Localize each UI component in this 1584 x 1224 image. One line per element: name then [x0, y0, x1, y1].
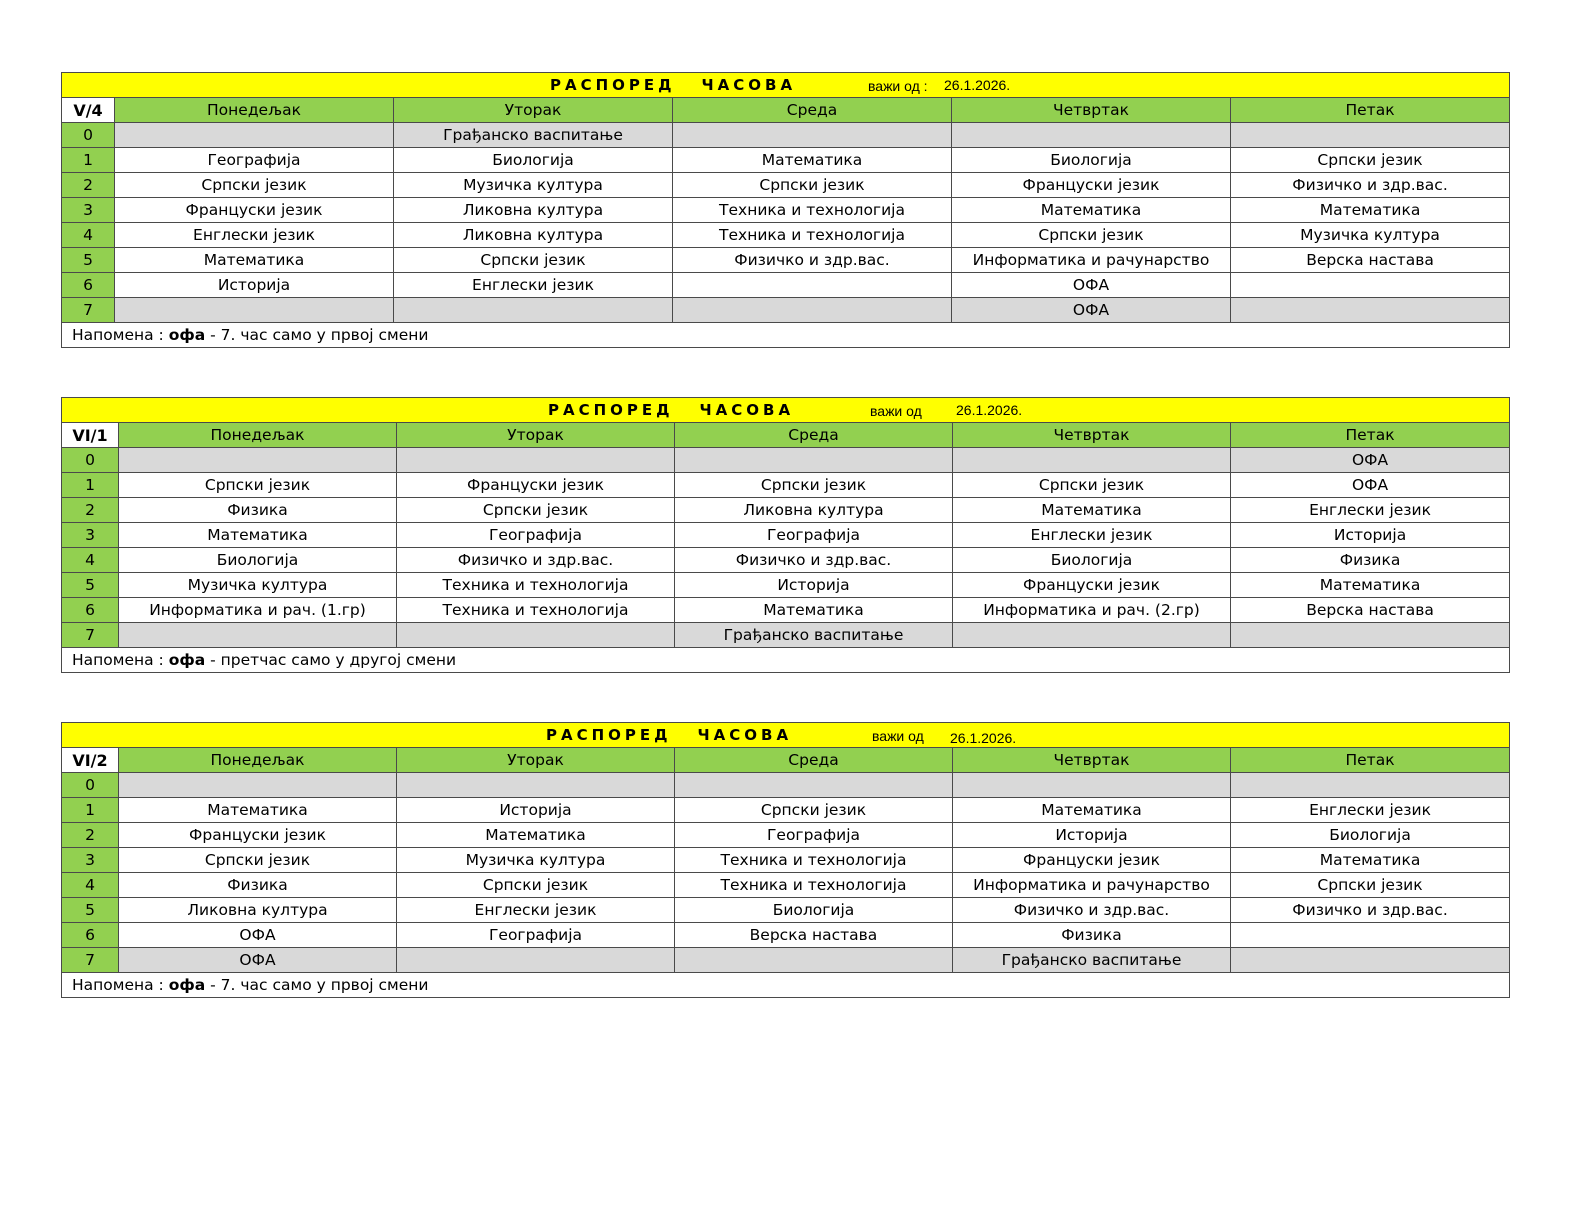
rows [62, 123, 1510, 323]
subject-cell: ОФА [952, 298, 1231, 323]
subject-cell: Информатика и рач. (2.гр) [953, 598, 1231, 623]
subject-cell [675, 448, 953, 473]
period-row [62, 498, 1510, 523]
subject-cell: Физичко и здр.вас. [397, 548, 675, 573]
subject-cell: Српски језик [1231, 873, 1510, 898]
subject-cell: Српски језик [675, 798, 953, 823]
period-number: 4 [62, 223, 115, 248]
subject-cell: Француски језик [953, 573, 1231, 598]
subject-cell [675, 948, 953, 973]
period-row [62, 548, 1510, 573]
subject-cell: Техника и технологија [673, 198, 952, 223]
subject-cell: Српски језик [1231, 148, 1510, 173]
subject-cell [673, 298, 952, 323]
subject-cell: Верска настава [675, 923, 953, 948]
subject-cell: Верска настава [1231, 248, 1510, 273]
period-number: 3 [62, 523, 119, 548]
period-row [62, 198, 1510, 223]
subject-cell: Српски језик [119, 848, 397, 873]
period-number: 6 [62, 923, 119, 948]
subject-cell: Ликовна култура [119, 898, 397, 923]
period-number: 2 [62, 823, 119, 848]
title-row [62, 398, 1510, 423]
subject-cell [397, 623, 675, 648]
subject-cell [119, 448, 397, 473]
subject-cell [673, 123, 952, 148]
subject-cell: Физичко и здр.вас. [1231, 898, 1510, 923]
period-row [62, 823, 1510, 848]
period-number: 5 [62, 573, 119, 598]
note: Напомена : офа - 7. час само у првој смени [62, 323, 1510, 348]
subject-cell [675, 773, 953, 798]
schedule-table-vi1 [61, 397, 1510, 673]
subject-cell: Српски језик [397, 498, 675, 523]
subject-cell: Биологија [953, 548, 1231, 573]
period-number: 6 [62, 273, 115, 298]
period-number: 5 [62, 898, 119, 923]
day-header: Среда [673, 98, 952, 123]
subject-cell: Француски језик [119, 823, 397, 848]
subject-cell: Ликовна култура [394, 223, 673, 248]
period-row [62, 848, 1510, 873]
period-number: 3 [62, 848, 119, 873]
subject-cell: Српски језик [952, 223, 1231, 248]
period-row [62, 923, 1510, 948]
subject-cell: Српски језик [675, 473, 953, 498]
schedule-title: РАСПОРЕД ЧАСОВА [546, 726, 793, 744]
class-label: VI/1 [62, 423, 119, 448]
subject-cell: Математика [397, 823, 675, 848]
subject-cell: Информатика и рач. (1.гр) [119, 598, 397, 623]
schedule-table-vi2 [61, 722, 1510, 998]
schedule-title: РАСПОРЕД ЧАСОВА [550, 76, 797, 94]
subject-cell: Историја [675, 573, 953, 598]
subject-cell: Биологија [952, 148, 1231, 173]
subject-cell [1231, 623, 1510, 648]
subject-cell: Француски језик [397, 473, 675, 498]
note-row [62, 648, 1510, 673]
subject-cell: Српски језик [394, 248, 673, 273]
valid-from-label: важи од [870, 403, 922, 419]
day-header: Четвртак [952, 98, 1231, 123]
subject-cell: Математика [119, 798, 397, 823]
schedule-title: РАСПОРЕД ЧАСОВА [548, 401, 795, 419]
period-row [62, 598, 1510, 623]
subject-cell: Ликовна култура [675, 498, 953, 523]
day-header: Петак [1231, 748, 1510, 773]
period-number: 4 [62, 873, 119, 898]
subject-cell: ОФА [119, 923, 397, 948]
subject-cell: Математика [115, 248, 394, 273]
subject-cell: Француски језик [115, 198, 394, 223]
period-row [62, 173, 1510, 198]
subject-cell: Историја [115, 273, 394, 298]
day-header: Среда [675, 748, 953, 773]
subject-cell [119, 773, 397, 798]
subject-cell [394, 298, 673, 323]
period-number: 5 [62, 248, 115, 273]
period-number: 7 [62, 623, 119, 648]
subject-cell [1231, 773, 1510, 798]
valid-from-label: важи од : [868, 78, 928, 94]
valid-from-date: 26.1.2026. [944, 77, 1011, 93]
period-row [62, 248, 1510, 273]
header-row [62, 748, 1510, 773]
subject-cell: Биологија [394, 148, 673, 173]
period-number: 4 [62, 548, 119, 573]
period-number: 0 [62, 773, 119, 798]
period-number: 0 [62, 448, 119, 473]
subject-cell: Музичка култура [394, 173, 673, 198]
subject-cell: Ликовна култура [394, 198, 673, 223]
subject-cell: Математика [675, 598, 953, 623]
note-row [62, 973, 1510, 998]
subject-cell: Физика [119, 498, 397, 523]
subject-cell: Српски језик [119, 473, 397, 498]
day-header: Четвртак [953, 748, 1231, 773]
subject-cell: Француски језик [953, 848, 1231, 873]
subject-cell [953, 448, 1231, 473]
period-number: 6 [62, 598, 119, 623]
subject-cell: Техника и технологија [397, 573, 675, 598]
subject-cell [397, 948, 675, 973]
subject-cell: Математика [119, 523, 397, 548]
subject-cell: Верска настава [1231, 598, 1510, 623]
subject-cell: Техника и технологија [675, 848, 953, 873]
subject-cell: Биологија [1231, 823, 1510, 848]
subject-cell: Енглески језик [1231, 498, 1510, 523]
period-row [62, 798, 1510, 823]
class-label: VI/2 [62, 748, 119, 773]
subject-cell [115, 298, 394, 323]
subject-cell: Физичко и здр.вас. [1231, 173, 1510, 198]
header-row [62, 423, 1510, 448]
subject-cell [953, 623, 1231, 648]
subject-cell: Математика [953, 798, 1231, 823]
rows [62, 773, 1510, 973]
subject-cell: Музичка култура [1231, 223, 1510, 248]
note: Напомена : офа - претчас само у другој смени [62, 648, 1510, 673]
subject-cell: Српски језик [953, 473, 1231, 498]
period-row [62, 448, 1510, 473]
subject-cell [1231, 948, 1510, 973]
period-number: 7 [62, 948, 119, 973]
period-row [62, 123, 1510, 148]
period-row [62, 473, 1510, 498]
period-number: 7 [62, 298, 115, 323]
day-header: Уторак [397, 748, 675, 773]
subject-cell [397, 773, 675, 798]
header-row [62, 98, 1510, 123]
subject-cell: Биологија [675, 898, 953, 923]
subject-cell [397, 448, 675, 473]
subject-cell: Грађанско васпитање [394, 123, 673, 148]
subject-cell: Физичко и здр.вас. [675, 548, 953, 573]
subject-cell: Информатика и рачунарство [953, 873, 1231, 898]
subject-cell: Физичко и здр.вас. [953, 898, 1231, 923]
subject-cell: Математика [953, 498, 1231, 523]
period-row [62, 523, 1510, 548]
subject-cell: Грађанско васпитање [953, 948, 1231, 973]
subject-cell: Енглески језик [394, 273, 673, 298]
valid-from-date: 26.1.2026. [950, 730, 1017, 746]
subject-cell: ОФА [952, 273, 1231, 298]
subject-cell: Географија [397, 923, 675, 948]
period-row [62, 948, 1510, 973]
day-header: Среда [675, 423, 953, 448]
subject-cell: Историја [1231, 523, 1510, 548]
period-row [62, 623, 1510, 648]
subject-cell: Техника и технологија [397, 598, 675, 623]
day-header: Петак [1231, 98, 1510, 123]
subject-cell: Музичка култура [397, 848, 675, 873]
subject-cell: ОФА [1231, 473, 1510, 498]
subject-cell: Грађанско васпитање [675, 623, 953, 648]
subject-cell [1231, 123, 1510, 148]
subject-cell: Техника и технологија [673, 223, 952, 248]
subject-cell: Музичка култура [119, 573, 397, 598]
day-header: Четвртак [953, 423, 1231, 448]
period-number: 0 [62, 123, 115, 148]
period-row [62, 573, 1510, 598]
period-number: 1 [62, 148, 115, 173]
subject-cell: Математика [673, 148, 952, 173]
day-header: Уторак [394, 98, 673, 123]
period-row [62, 773, 1510, 798]
note: Напомена : офа - 7. час само у првој смени [62, 973, 1510, 998]
subject-cell: Српски језик [673, 173, 952, 198]
subject-cell [119, 623, 397, 648]
subject-cell: Физика [953, 923, 1231, 948]
subject-cell: Географија [115, 148, 394, 173]
subject-cell: Физика [1231, 548, 1510, 573]
title-row [62, 73, 1510, 98]
subject-cell: Географија [675, 823, 953, 848]
rows [62, 448, 1510, 648]
subject-cell [953, 773, 1231, 798]
period-row [62, 298, 1510, 323]
period-number: 1 [62, 473, 119, 498]
subject-cell: Географија [397, 523, 675, 548]
subject-cell [115, 123, 394, 148]
subject-cell [1231, 923, 1510, 948]
period-row [62, 148, 1510, 173]
period-number: 2 [62, 173, 115, 198]
subject-cell [673, 273, 952, 298]
period-row [62, 223, 1510, 248]
subject-cell [952, 123, 1231, 148]
title-row [62, 723, 1510, 748]
period-number: 1 [62, 798, 119, 823]
period-number: 2 [62, 498, 119, 523]
subject-cell: Српски језик [397, 873, 675, 898]
class-label: V/4 [62, 98, 115, 123]
subject-cell: Енглески језик [1231, 798, 1510, 823]
subject-cell: Географија [675, 523, 953, 548]
period-row [62, 873, 1510, 898]
subject-cell [1231, 298, 1510, 323]
subject-cell: Математика [1231, 573, 1510, 598]
period-number: 3 [62, 198, 115, 223]
day-header: Понедељак [115, 98, 394, 123]
subject-cell: Историја [953, 823, 1231, 848]
period-row [62, 898, 1510, 923]
subject-cell [1231, 273, 1510, 298]
day-header: Понедељак [119, 748, 397, 773]
valid-from-date: 26.1.2026. [956, 402, 1023, 418]
subject-cell: Српски језик [115, 173, 394, 198]
valid-from-label: важи од [872, 728, 924, 744]
period-row [62, 273, 1510, 298]
subject-cell: Математика [1231, 848, 1510, 873]
subject-cell: Енглески језик [397, 898, 675, 923]
day-header: Уторак [397, 423, 675, 448]
subject-cell: Енглески језик [115, 223, 394, 248]
day-header: Петак [1231, 423, 1510, 448]
subject-cell: ОФА [119, 948, 397, 973]
subject-cell: Француски језик [952, 173, 1231, 198]
subject-cell: Математика [952, 198, 1231, 223]
note-row [62, 323, 1510, 348]
day-header: Понедељак [119, 423, 397, 448]
subject-cell: Физика [119, 873, 397, 898]
subject-cell: ОФА [1231, 448, 1510, 473]
schedule-table-v4 [61, 72, 1510, 348]
subject-cell: Математика [1231, 198, 1510, 223]
subject-cell: Физичко и здр.вас. [673, 248, 952, 273]
subject-cell: Биологија [119, 548, 397, 573]
subject-cell: Техника и технологија [675, 873, 953, 898]
subject-cell: Енглески језик [953, 523, 1231, 548]
subject-cell: Историја [397, 798, 675, 823]
subject-cell: Информатика и рачунарство [952, 248, 1231, 273]
